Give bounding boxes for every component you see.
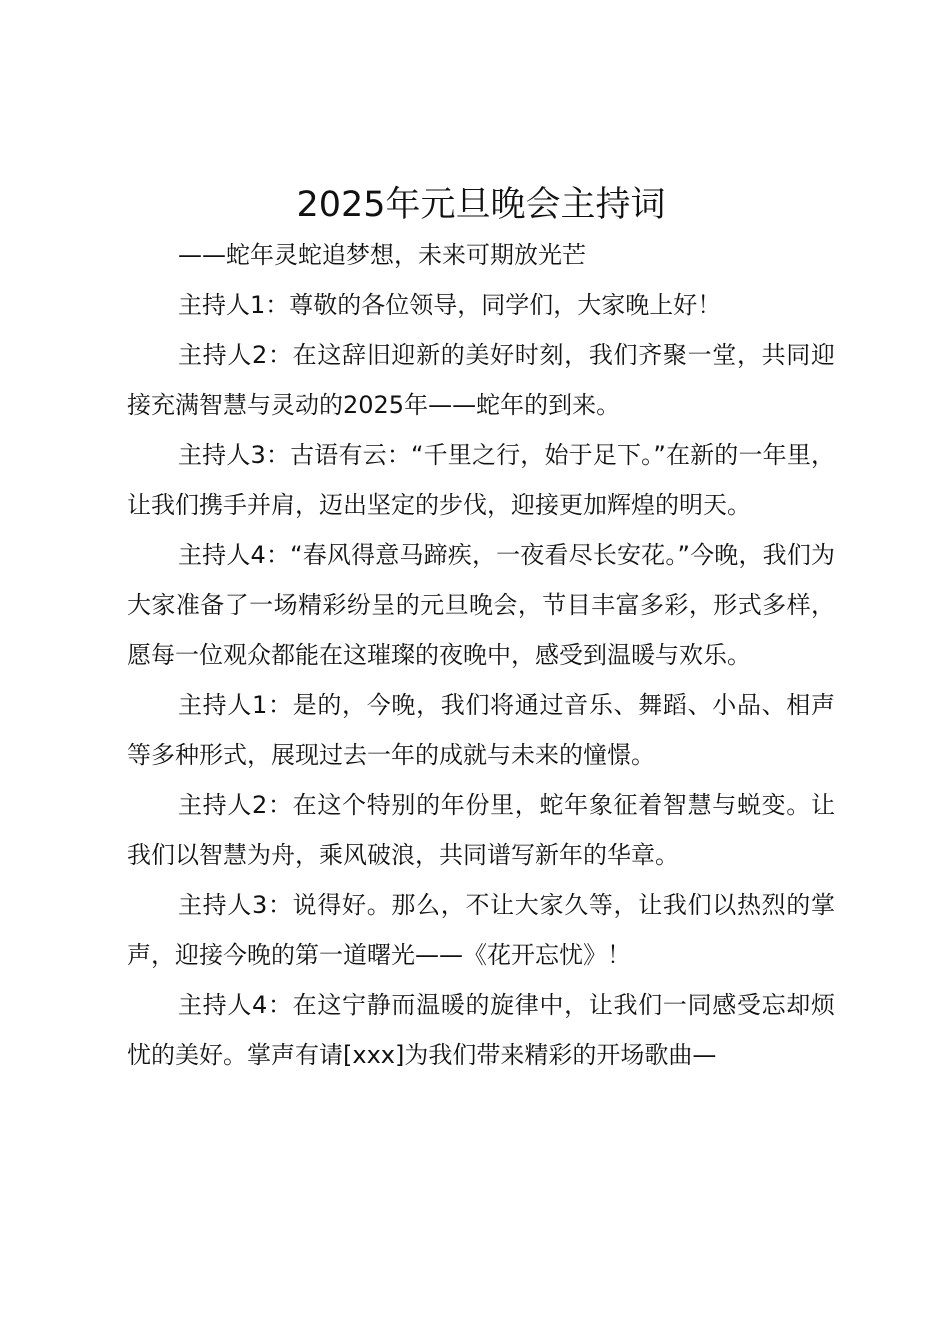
- paragraph-host2-snake-year: 主持人2：在这个特别的年份里，蛇年象征着智慧与蜕变。让我们以智慧为舟，乘风破浪，共同谱写新年的华章。: [127, 791, 835, 869]
- paragraph-host3-first-act: 主持人3：说得好。那么，不让大家久等，让我们以热烈的掌声，迎接今晚的第一道曙光——《花开忘忧》！: [127, 891, 835, 969]
- document-title: 2025年元旦晚会主持词: [296, 185, 666, 225]
- paragraph-host1-greeting: 主持人1：尊敬的各位领导，同学们，大家晚上好！: [178, 291, 722, 319]
- paragraph-host2-welcome: 主持人2：在这辞旧迎新的美好时刻，我们齐聚一堂，共同迎接充满智慧与灵动的2025年——蛇年的到来。: [127, 341, 835, 419]
- paragraph-host4-poem: 主持人4：“春风得意马蹄疾，一夜看尽长安花。”今晚，我们为大家准备了一场精彩纷呈的元旦晚会，节目丰富多彩，形式多样，愿每一位观众都能在这璀璨的夜晚中，感受到温暖与欢乐。: [127, 541, 835, 669]
- document-subtitle: ——蛇年灵蛇追梦想，未来可期放光芒: [178, 241, 586, 269]
- paragraph-host4-opening-song: 主持人4：在这宁静而温暖的旋律中，让我们一同感受忘却烦忧的美好。掌声有请[xxx]为我们带来精彩的开场歌曲—: [127, 991, 835, 1069]
- document-body: [127, 180, 835, 1080]
- paragraph-host3-proverb: 主持人3：古语有云：“千里之行，始于足下。”在新的一年里，让我们携手并肩，迈出坚定的步伐，迎接更加辉煌的明天。: [127, 441, 835, 519]
- paragraph-host1-program: 主持人1：是的，今晚，我们将通过音乐、舞蹈、小品、相声等多种形式，展现过去一年的成就与未来的憧憬。: [127, 691, 835, 769]
